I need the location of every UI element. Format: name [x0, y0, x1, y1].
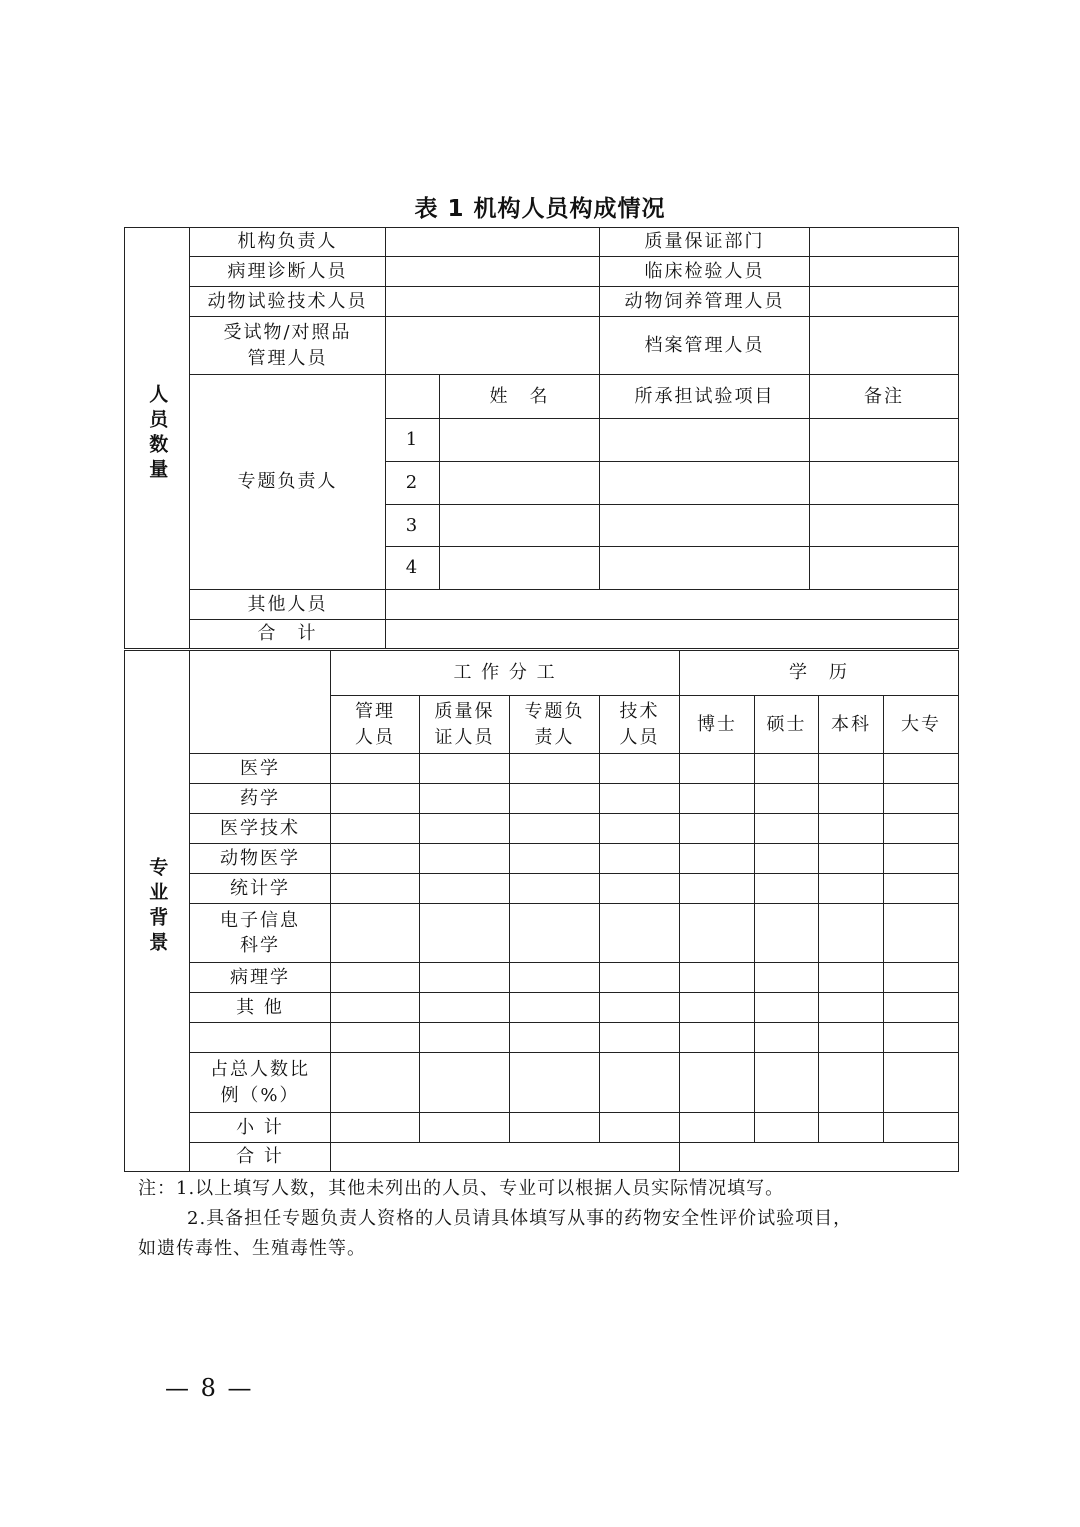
row-label: 药学 — [190, 784, 331, 814]
input-cell[interactable] — [440, 419, 600, 462]
row-number: 3 — [386, 505, 440, 547]
row-label: 病理学 — [190, 963, 331, 993]
notes — [138, 1174, 968, 1264]
row-number: 4 — [386, 547, 440, 590]
input-cell[interactable] — [386, 228, 600, 257]
row-label: 临床检验人员 — [600, 257, 810, 287]
column-header-college: 大专 — [884, 696, 959, 754]
corner-cell — [190, 651, 331, 754]
column-header-master: 硕士 — [755, 696, 819, 754]
column-header-project-leader: 专题负 责人 — [510, 696, 600, 754]
project-leader-label: 专题负责人 — [190, 375, 386, 590]
column-header-remark: 备注 — [810, 375, 959, 419]
professional-background-table — [124, 650, 959, 1172]
column-header-phd: 博士 — [680, 696, 755, 754]
professional-background-section-label: 专业背景 — [125, 651, 190, 1172]
column-header-name: 姓 名 — [440, 375, 600, 419]
table-title: 表 1 机构人员构成情况 — [414, 196, 666, 222]
column-header-bachelor: 本科 — [819, 696, 884, 754]
row-label: 合 计 — [190, 620, 386, 649]
row-label: 机构负责人 — [190, 228, 386, 257]
personnel-count-section-label: 人员数量 — [125, 228, 190, 649]
row-label: 合 计 — [190, 1143, 331, 1172]
row-label: 动物饲养管理人员 — [600, 287, 810, 317]
row-label: 占总人数比 例（%） — [190, 1053, 331, 1113]
row-label: 动物医学 — [190, 844, 331, 874]
input-cell[interactable] — [440, 462, 600, 505]
personnel-count-table — [124, 227, 959, 649]
row-label: 动物试验技术人员 — [190, 287, 386, 317]
input-cell[interactable] — [386, 590, 959, 620]
row-label: 病理诊断人员 — [190, 257, 386, 287]
input-cell[interactable] — [810, 317, 959, 375]
input-cell[interactable] — [386, 620, 959, 649]
row-label: 统计学 — [190, 874, 331, 904]
column-header-quality: 质量保 证人员 — [420, 696, 510, 754]
input-cell[interactable] — [810, 462, 959, 505]
row-label: 其 他 — [190, 993, 331, 1023]
group-header-work: 工 作 分 工 — [331, 651, 680, 696]
column-header-project: 所承担试验项目 — [600, 375, 810, 419]
note-line: 注：1.以上填写人数，其他未列出的人员、专业可以根据人员实际情况填写。 — [138, 1178, 785, 1199]
input-cell[interactable] — [440, 505, 600, 547]
input-cell[interactable] — [386, 287, 600, 317]
input-cell[interactable] — [810, 547, 959, 590]
row-label: 受试物/对照品 管理人员 — [190, 317, 386, 375]
input-cell[interactable] — [810, 228, 959, 257]
page-number: — 8 — — [165, 1374, 254, 1402]
row-label: 医学技术 — [190, 814, 331, 844]
input-cell[interactable] — [600, 505, 810, 547]
input-cell[interactable] — [810, 419, 959, 462]
input-cell[interactable] — [810, 257, 959, 287]
note-line: 如遗传毒性、生殖毒性等。 — [138, 1238, 366, 1259]
input-cell[interactable] — [386, 375, 440, 419]
input-cell[interactable] — [440, 547, 600, 590]
note-line: 2.具备担任专题负责人资格的人员请具体填写从事的药物安全性评价试验项目， — [187, 1208, 853, 1229]
column-header-technical: 技术 人员 — [600, 696, 680, 754]
input-cell[interactable] — [386, 257, 600, 287]
input-cell[interactable] — [680, 1143, 959, 1172]
group-header-education: 学 历 — [680, 651, 959, 696]
input-cell[interactable] — [810, 505, 959, 547]
row-label: 小 计 — [190, 1113, 331, 1143]
input-cell[interactable] — [600, 462, 810, 505]
input-cell[interactable] — [331, 1143, 680, 1172]
row-label: 电子信息 科学 — [190, 904, 331, 963]
row-number: 2 — [386, 462, 440, 505]
row-label: 档案管理人员 — [600, 317, 810, 375]
row-label: 质量保证部门 — [600, 228, 810, 257]
row-label: 其他人员 — [190, 590, 386, 620]
row-label: 医学 — [190, 754, 331, 784]
input-cell[interactable] — [600, 547, 810, 590]
input-cell[interactable] — [386, 317, 600, 375]
input-cell[interactable] — [600, 419, 810, 462]
row-label-blank[interactable] — [190, 1023, 331, 1053]
column-header-management: 管理 人员 — [331, 696, 420, 754]
input-cell[interactable] — [810, 287, 959, 317]
row-number: 1 — [386, 419, 440, 462]
